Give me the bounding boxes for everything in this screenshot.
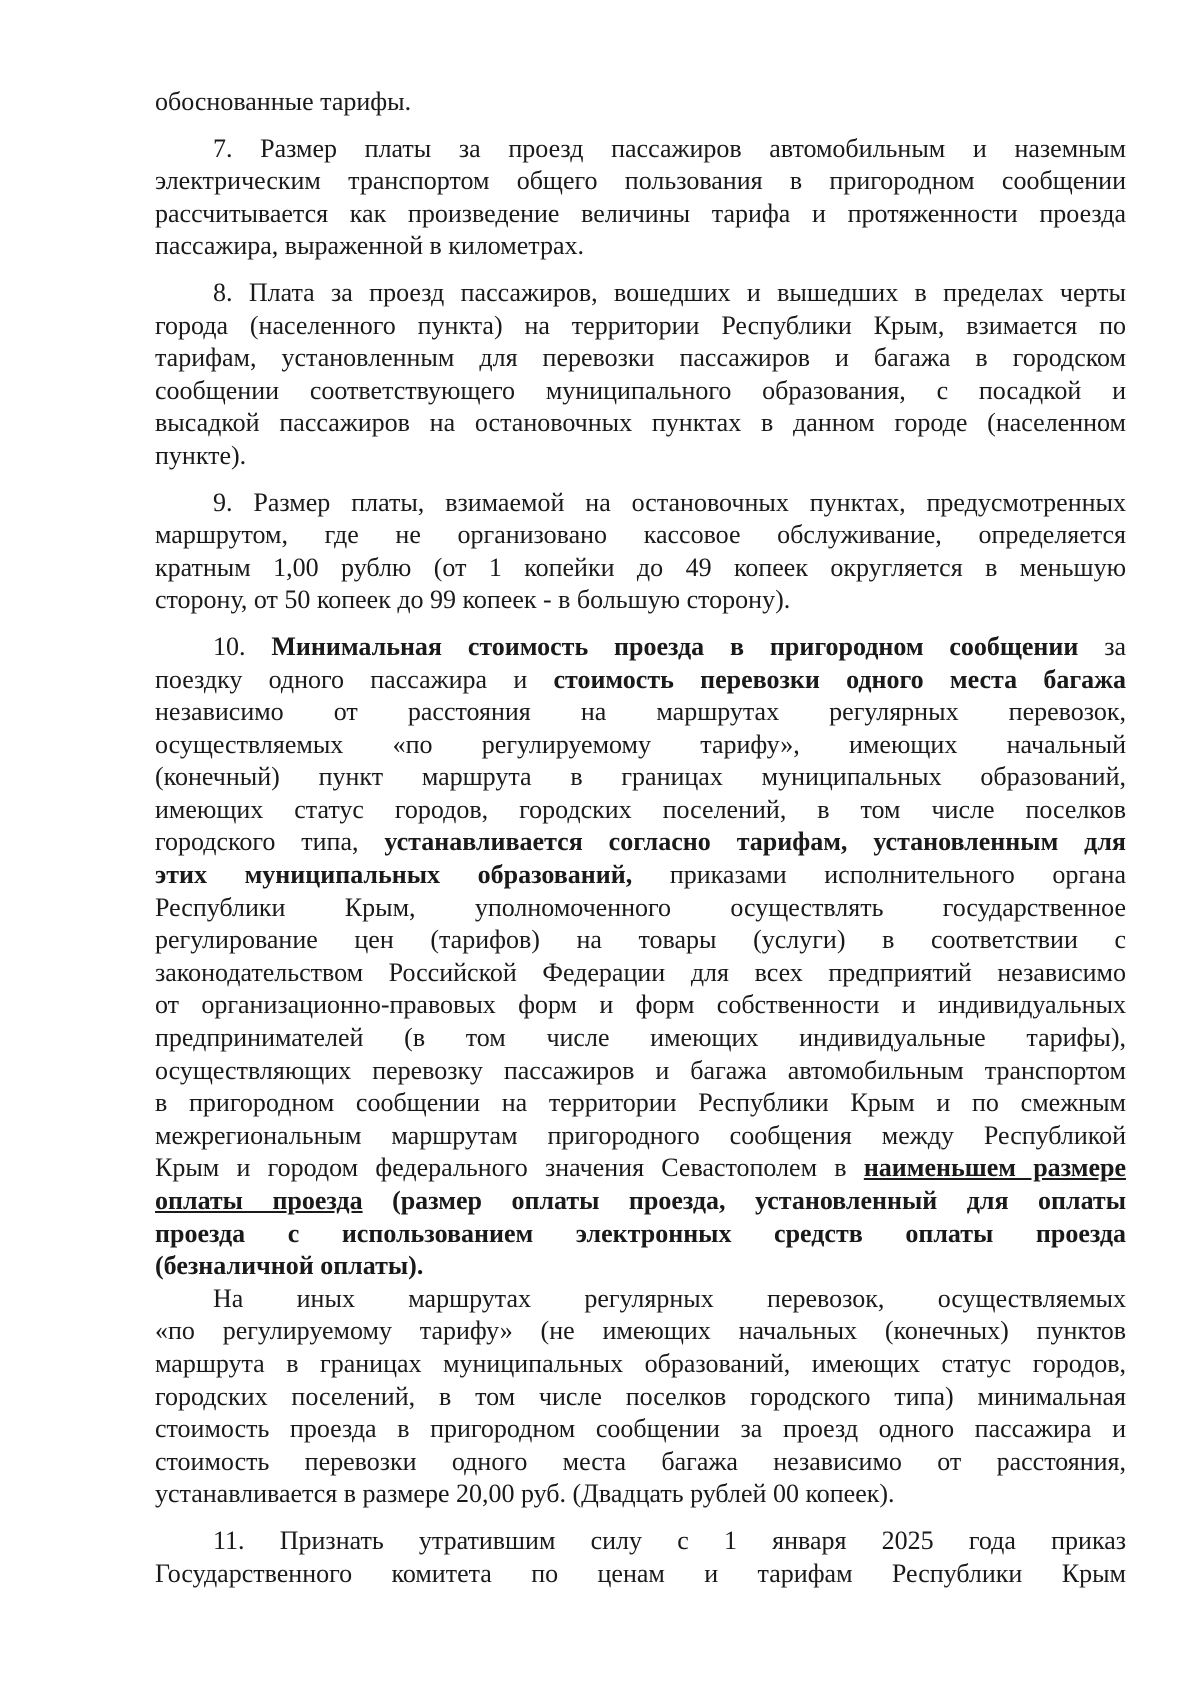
text-line: города (населенного пункта) на территории Республики Крым, взимается по — [155, 310, 1126, 340]
text-line: в пригородном сообщении на территории Республики Крым и по смежным — [155, 1088, 1126, 1118]
text-line: маршрутом, где не организовано кассовое обслуживание, определяется — [155, 520, 1126, 550]
paragraph-7 — [155, 133, 1126, 263]
text-line: обоснованные тарифы. — [155, 87, 412, 116]
bold-run: стоимость перевозки одного места багажа — [553, 664, 1126, 694]
paragraph-10-continuation — [155, 1283, 1126, 1511]
bold-line: (безналичной оплаты). — [155, 1251, 424, 1281]
text-line — [155, 664, 1126, 697]
text-line: «по регулируемому тарифу» (не имеющих начальных (конечных) пунктов — [155, 1316, 1126, 1346]
text-run: поездку одного пассажира и — [155, 664, 554, 694]
text-run: Крым и городом федерального значения Севастополем в — [155, 1153, 864, 1183]
paragraph-10 — [155, 631, 1126, 1283]
text-line: кратным 1,00 рублю (от 1 копейки до 49 копеек округляется в меньшую — [155, 552, 1126, 582]
text-run: 10. — [213, 631, 272, 661]
underlined-bold-run: наименьшем размере — [863, 1153, 1126, 1183]
text-line: имеющих статус городов, городских поселений, в том числе поселков — [155, 794, 1126, 824]
bold-run: Минимальная стоимость проезда в пригородном сообщении — [271, 631, 1079, 661]
text-line: 8. Плата за проезд пассажиров, вошедших и вышедших в пределах черты — [213, 277, 1126, 307]
text-line: Республики Крым, уполномоченного осуществлять государственное — [155, 892, 1126, 922]
text-line: законодательством Российской Федерации для всех предприятий независимо — [155, 957, 1126, 987]
text-line: независимо от расстояния на маршрутах регулярных перевозок, — [155, 697, 1126, 727]
bold-line: проезда с использованием электронных средств оплаты проезда — [155, 1218, 1126, 1248]
text-line: осуществляемых «по регулируемому тарифу», имеющих начальный — [155, 729, 1126, 759]
text-line: электрическим транспортом общего пользования в пригородном сообщении — [155, 166, 1126, 196]
underlined-bold-run: оплаты проезда — [155, 1186, 363, 1215]
text-line — [155, 631, 1126, 664]
document-page — [155, 86, 1126, 1590]
text-line: регулирование цен (тарифов) на товары (услуги) в соответствии с — [155, 925, 1126, 955]
text-line: маршрута в границах муниципальных образований, имеющих статус городов, — [155, 1348, 1126, 1378]
bold-run: устанавливается согласно тарифам, установленным для — [384, 827, 1126, 857]
text-line: пункте). — [155, 440, 247, 470]
text-line: Государственного комитета по ценам и тарифам Республики Крым — [155, 1558, 1126, 1588]
bold-run: (размер оплаты проезда, установленный для оплаты — [362, 1186, 1126, 1215]
text-line: предпринимателей (в том числе имеющих индивидуальные тарифы), — [155, 1023, 1126, 1053]
text-line: (конечный) пункт маршрута в границах муниципальных образований, — [155, 762, 1126, 792]
text-line: 7. Размер платы за проезд пассажиров автомобильным и наземным — [213, 133, 1126, 163]
text-line: от организационно-правовых форм и форм собственности и индивидуальных — [155, 990, 1126, 1020]
text-line — [155, 1185, 1126, 1218]
text-line: пассажира, выраженной в километрах. — [155, 231, 585, 261]
text-line: 11. Признать утратившим силу с 1 января 2025 года приказ — [213, 1525, 1126, 1555]
text-line: сообщении соответствующего муниципального образования, с посадкой и — [155, 375, 1126, 405]
paragraph-11 — [155, 1525, 1126, 1590]
bold-run: этих муниципальных образований, — [155, 860, 633, 890]
text-run: за — [1078, 631, 1127, 661]
text-line: стоимость перевозки одного места багажа независимо от расстояния, — [155, 1446, 1126, 1476]
paragraph-8 — [155, 277, 1126, 473]
text-line: На иных маршрутах регулярных перевозок, осуществляемых — [213, 1283, 1126, 1313]
text-run: городского типа, — [155, 827, 385, 857]
paragraph-continuation — [155, 86, 1126, 119]
text-line: тарифам, установленным для перевозки пассажиров и багажа в городском — [155, 343, 1126, 373]
text-line: городских поселений, в том числе поселков городского типа) минимальная — [155, 1381, 1126, 1411]
text-line: стоимость проезда в пригородном сообщении за проезд одного пассажира и — [155, 1414, 1126, 1444]
text-line: устанавливается в размере 20,00 руб. (Двадцать рублей 00 копеек). — [155, 1479, 895, 1509]
text-line: 9. Размер платы, взимаемой на остановочных пунктах, предусмотренных — [213, 487, 1126, 517]
text-line — [155, 826, 1126, 859]
text-run: приказами исполнительного органа — [632, 860, 1126, 890]
text-line: межрегиональным маршрутам пригородного сообщения между Республикой — [155, 1120, 1126, 1150]
text-line: сторону, от 50 копеек до 99 копеек - в большую сторону). — [155, 585, 791, 615]
text-line: высадкой пассажиров на остановочных пунктах в данном городе (населенном — [155, 408, 1126, 438]
text-line — [155, 859, 1126, 892]
text-line — [155, 1152, 1126, 1185]
paragraph-9 — [155, 487, 1126, 617]
text-line: рассчитывается как произведение величины тарифа и протяженности проезда — [155, 198, 1126, 228]
text-line: осуществляющих перевозку пассажиров и багажа автомобильным транспортом — [155, 1055, 1126, 1085]
